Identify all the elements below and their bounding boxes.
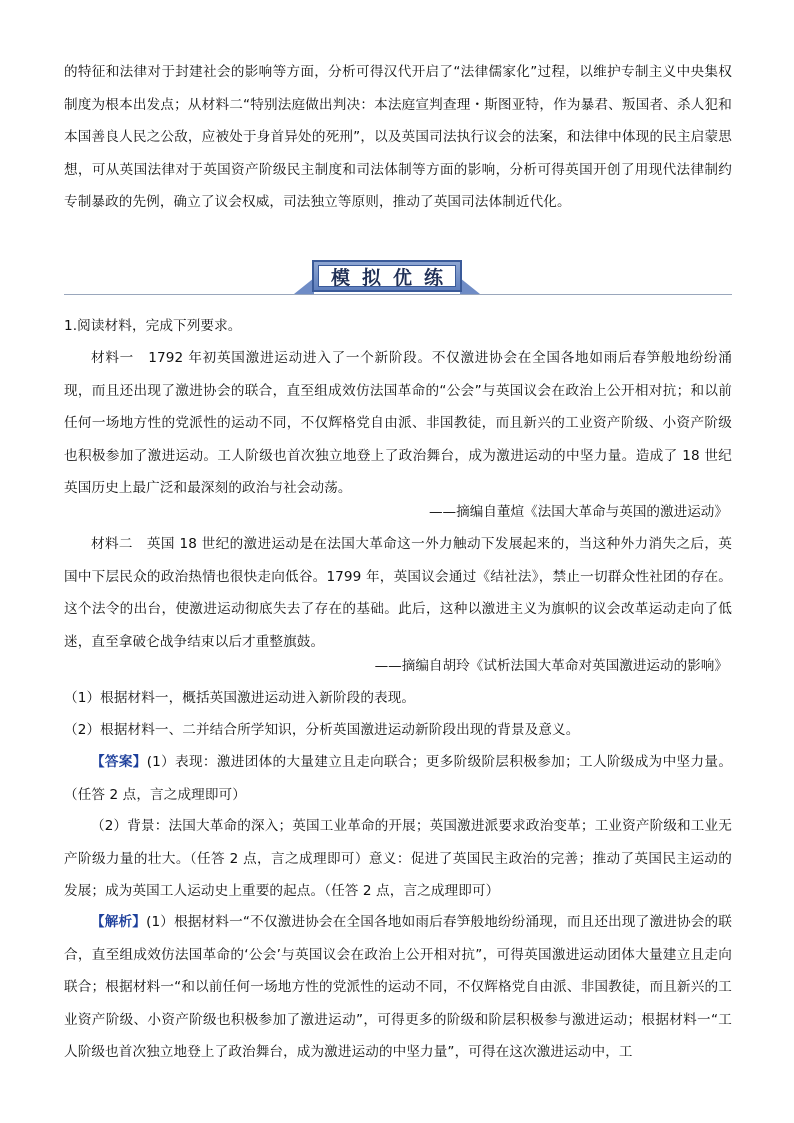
analysis-text: (1）根据材料一“不仅激进协会在全国各地如雨后春笋般地纷纷涌现，而且还出现了激进协会的联合，直至组成效仿法国革命的‘公会’与英国议会在政治上公开相对抗”，可得英国激进运动团体大量建立且走向联合；根据材料一“和以前任何一场地方性的党派性的运动不同，不仅辉格党自由派、非国教徒，而且新兴的工业资产阶级、小资产阶级也积极参加了激进运动”，可得更多的阶级和阶层积极参与激进运动；根据材料一“工人阶级也首次独立地登上了政治舞台，成为激进运动的中坚力量”，可得在这次激进运动中，工 [64,914,732,1060]
banner-inner [318,265,456,287]
analysis-paragraph [64,906,732,1069]
answer-part-2: （2）背景：法国大革命的深入；英国工业革命的开展；英国激进派要求政治变革；工业资产阶级和工业无产阶级力量的壮大。（任答 2 点，言之成理即可）意义：促进了英国民主政治的完善；推动了英国民主运动的发展；成为英国工人运动史上重要的起点。（任答 2 点，言之成理即可） [64,818,732,899]
section-banner [294,254,480,298]
banner-frame [312,260,462,292]
answer-tag: 【答案】 [91,754,147,770]
material-one: 材料一 1792 年初英国激进运动进入了一个新阶段。不仅激进协会在全国各地如雨后春笋般地纷纷涌现，而且还出现了激进协会的联合，直至组成效仿法国革命的“公会”与英国议会在政治上公开相对抗；和以前任何一场地方性的党派性的运动不同，不仅辉格党自由派、非国教徒，而且新兴的工业资产阶级、小资产阶级也积极参加了激进运动。工人阶级也首次独立地登上了政治舞台，成为激进运动的中坚力量。造成了 18 世纪英国历史上最广泛和最深刻的政治与社会动荡。 [64,350,732,496]
material-one-source: ——摘编自董煊《法国大革命与英国的激进运动》 [428,504,728,520]
question-prompt: 1.阅读材料，完成下列要求。 [64,318,242,334]
material-two: 材料二 英国 18 世纪的激进运动是在法国大革命这一外力触动下发展起来的，当这种外力消失之后，英国中下层民众的政治热情也很快走向低谷。1799 年，英国议会通过《结社法》，禁止一切群众性社团的存在。这个法令的出台，使激进运动彻底失去了存在的基础。此后，这种以激进主义为旗帜的议会改革运动走向了低迷，直至拿破仑战争结束以后才重整旗鼓。 [64,536,732,650]
answer-part-1 [64,746,732,811]
question-part-1: （1）根据材料一，概括英国激进运动进入新阶段的表现。 [64,690,416,706]
material-two-source: ——摘编自胡玲《试析法国大革命对英国激进运动的影响》 [374,658,728,674]
answer-text-1: (1）表现：激进团体的大量建立且走向联合；更多阶级阶层积极参加；工人阶级成为中坚力量。（任答 2 点，言之成理即可） [64,754,733,803]
section-title: 模拟优练 [331,266,456,289]
question-part-2: （2）根据材料一、二并结合所学知识，分析英国激进运动新阶段出现的背景及意义。 [64,722,580,738]
intro-paragraph: 的特征和法律对于封建社会的影响等方面，分析可得汉代开启了“法律儒家化”过程，以维护专制主义中央集权制度为根本出发点；从材料二“特别法庭做出判决：本法庭宣判查理・斯图亚特，作为暴君、叛国者、杀人犯和本国善良人民之公敌，应被处于身首异处的死刑”，以及英国司法执行议会的法案，和法律中体现的民主启蒙思想，可从英国法律对于英国资产阶级民主制度和司法体制等方面的影响，分析可得英国开创了用现代法律制约专制暴政的先例，确立了议会权威，司法独立等原则，推动了英国司法体制近代化。 [64,64,732,210]
analysis-tag: 【解析】 [91,914,147,930]
